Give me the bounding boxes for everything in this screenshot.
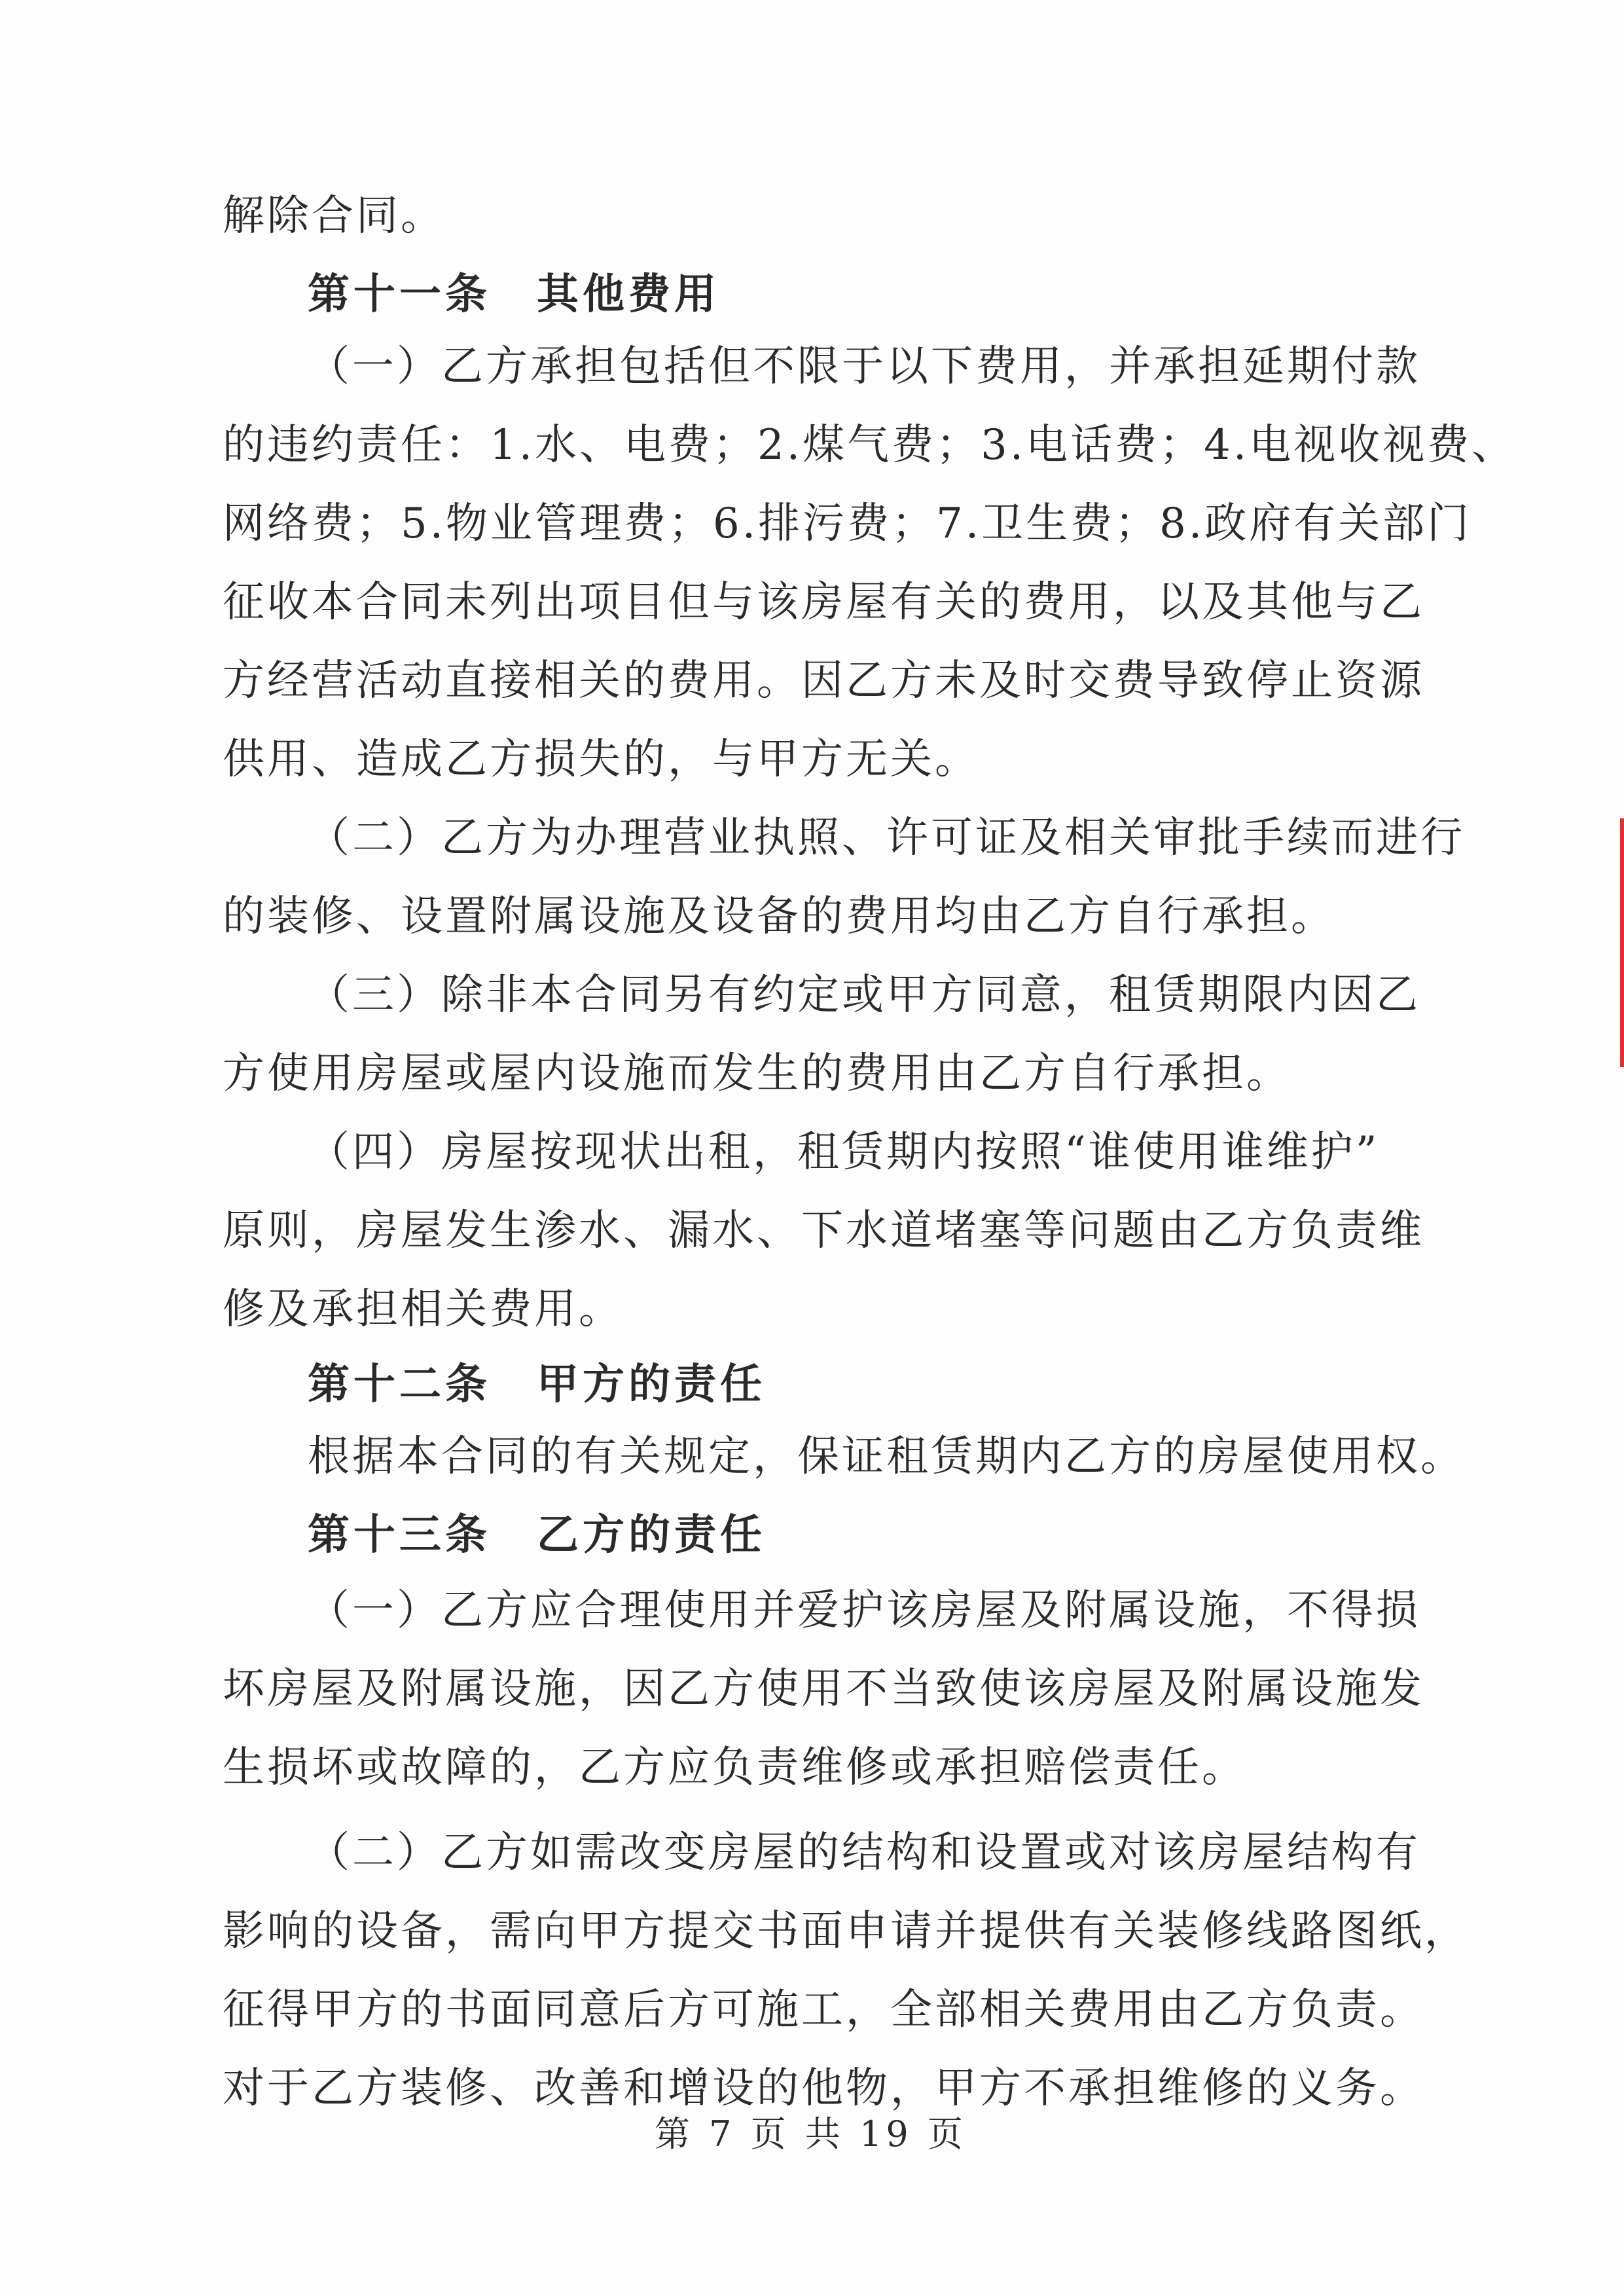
text-line: 方经营活动直接相关的费用。因乙方未及时交费导致停止资源: [223, 657, 1424, 705]
scan-edge-mark: [1620, 818, 1624, 1067]
text-line: 的装修、设置附属设施及设备的费用均由乙方自行承担。: [223, 892, 1335, 941]
text-line: 影响的设备，需向甲方提交书面申请并提供有关装修线路图纸，: [223, 1907, 1469, 1956]
section-heading-11: 第十一条 其他费用: [308, 270, 720, 319]
text-line: 生损坏或故障的，乙方应负责维修或承担赔偿责任。: [223, 1743, 1246, 1792]
text-line: 修及承担相关费用。: [223, 1285, 623, 1334]
text-line: （二）乙方如需改变房屋的结构和设置或对该房屋结构有: [308, 1829, 1420, 1877]
section-heading-12: 第十二条 甲方的责任: [308, 1360, 766, 1409]
text-line: 原则，房屋发生渗水、漏水、下水道堵塞等问题由乙方负责维: [223, 1207, 1424, 1255]
section-heading-13: 第十三条 乙方的责任: [308, 1511, 766, 1559]
text-line: 坏房屋及附属设施，因乙方使用不当致使该房屋及附属设施发: [223, 1665, 1424, 1713]
text-line: 征得甲方的书面同意后方可施工，全部相关费用由乙方负责。: [223, 1986, 1424, 2034]
text-line: 网络费；5.物业管理费；6.排污费；7.卫生费；8.政府有关部门: [223, 500, 1472, 548]
page-number-footer: 第 7 页 共 19 页: [655, 2113, 967, 2155]
text-line: （一）乙方承担包括但不限于以下费用，并承担延期付款: [308, 342, 1420, 391]
text-line: 方使用房屋或屋内设施而发生的费用由乙方自行承担。: [223, 1049, 1291, 1098]
text-line: （一）乙方应合理使用并爱护该房屋及附属设施，不得损: [308, 1586, 1420, 1635]
text-line: 供用、造成乙方损失的，与甲方无关。: [223, 735, 979, 784]
text-line: 解除合同。: [223, 192, 445, 240]
text-line: （三）除非本合同另有约定或甲方同意，租赁期限内因乙: [308, 971, 1420, 1019]
text-line: （四）房屋按现状出租，租赁期内按照“谁使用谁维护”: [308, 1128, 1380, 1176]
text-line: 对于乙方装修、改善和增设的他物，甲方不承担维修的义务。: [223, 2064, 1424, 2113]
text-line: 的违约责任：1.水、电费；2.煤气费；3.电话费；4.电视收视费、: [223, 421, 1517, 469]
text-line: 根据本合同的有关规定，保证租赁期内乙方的房屋使用权。: [308, 1432, 1465, 1481]
text-line: 征收本合同未列出项目但与该房屋有关的费用，以及其他与乙: [223, 578, 1424, 627]
text-line: （二）乙方为办理营业执照、许可证及相关审批手续而进行: [308, 814, 1465, 862]
